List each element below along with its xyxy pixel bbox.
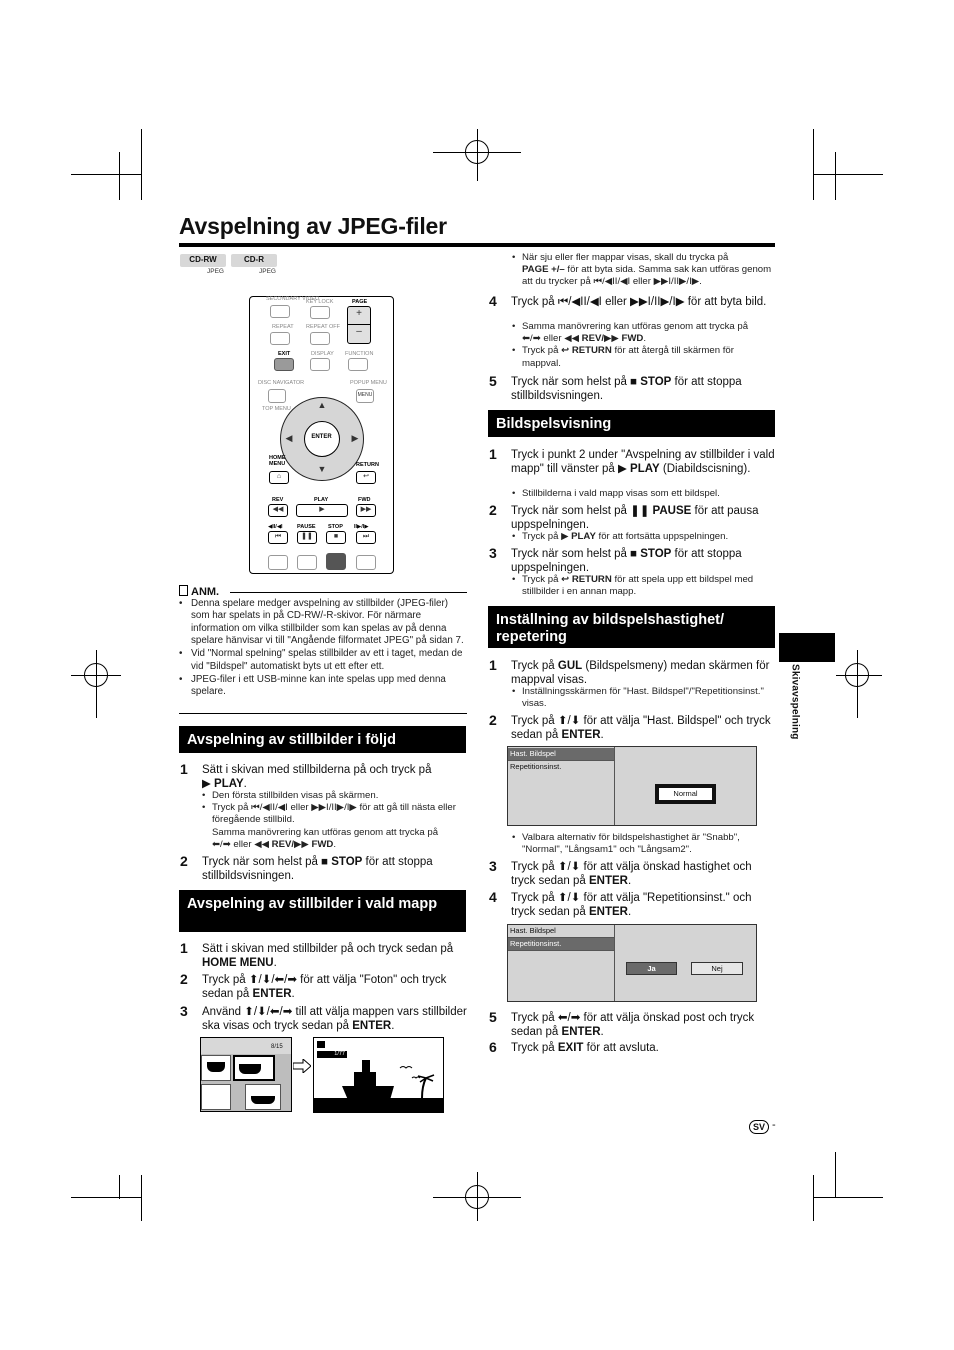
menu1-bullets — [512, 832, 774, 856]
arrow-right-icon: ▶ — [351, 433, 359, 443]
bullet: • Stillbilderna i vald mapp visas som ett bildspel. — [512, 488, 774, 500]
rev-label: REV — [272, 497, 284, 503]
pause-button — [297, 531, 317, 544]
option-no: Nej — [691, 962, 743, 975]
color-button-green — [356, 555, 376, 570]
repeat-label: REPEAT — [272, 324, 294, 330]
sec3-step-3: 3 Tryck när som helst på ■ STOP för att stoppa uppspelningen. — [489, 545, 742, 575]
display-label: DISPLAY — [311, 351, 334, 357]
note-list — [179, 598, 467, 700]
sec3-step-3-bullets — [512, 574, 774, 598]
prev-label: ◀II/◀I — [268, 524, 283, 530]
rev-button — [268, 504, 288, 517]
sec4-step-6: 6 Tryck på EXIT för att avsluta. — [489, 1039, 659, 1055]
disc-navigator-button — [268, 389, 286, 403]
page-title: Avspelning av JPEG-filer — [179, 213, 447, 239]
sec3-step-1: 1 Tryck i punkt 2 under "Avspelning av stillbilder i vald mapp" till vänster på ▶ PLAY (Diabildscisning). — [489, 446, 775, 476]
value-popup — [655, 784, 716, 804]
arrow-left-icon: ◀ — [285, 433, 293, 443]
arrow-right-icon — [293, 1059, 311, 1073]
sec2-step-2: 2 Tryck på ⬆/⬇/⬅/➡ för att välja "Foton" och tryck sedan på ENTER. — [180, 971, 447, 1001]
display-button — [310, 358, 330, 371]
pause-label: PAUSE — [297, 524, 316, 530]
note-item: • Vid "Normal spelning" spelas stillbilder av ett i taget, medan de vid "Bildspel" automatiskt byts ut ett efter ett. — [179, 648, 467, 673]
cd-rw-badge: CD-RW — [180, 254, 226, 267]
page-minus: – — [356, 326, 362, 337]
sec4-step-3: 3 Tryck på ⬆/⬇ för att välja önskad hastighet och tryck sedan på ENTER. — [489, 858, 752, 888]
home-menu-label: HOME MENU — [269, 455, 286, 467]
disc-navigator-label: DISC NAVIGATOR — [258, 380, 305, 386]
menu-row-repeat: Repetitionsinst. — [508, 938, 614, 950]
fwd-button — [356, 504, 376, 517]
color-button-red — [297, 555, 317, 570]
language-badge: SV — [749, 1120, 769, 1134]
side-tab-marker — [779, 633, 835, 662]
enter-label: ENTER — [311, 434, 332, 440]
page-plus: + — [356, 308, 362, 319]
repeat-button — [270, 332, 290, 345]
note-rule — [230, 592, 467, 593]
stop-icon: ■ — [333, 533, 339, 540]
bullet: • Tryck på ⏮/◀II/◀I eller ▶▶I/II▶/I▶ för att gå till nästa eller föregående stillbild. Samma manövrering kan utföras genom att trycka på ⬅/➡ eller ◀◀ REV/▶▶ FWD. — [202, 802, 467, 851]
secondary-video-button — [270, 305, 290, 318]
pause-icon: ❚❚ — [301, 533, 313, 540]
secondary-video-label: SECONDARY VIDEO — [266, 296, 320, 302]
sec4-step-5: 5 Tryck på ⬅/➡ för att välja önskad post och tryck sedan på ENTER. — [489, 1009, 755, 1039]
rewind-icon: ◀◀ — [272, 506, 284, 513]
arrow-up-icon: ▲ — [317, 400, 327, 410]
exit-button — [274, 358, 294, 371]
section-heading-sequential: Avspelning av stillbilder i följd — [179, 726, 466, 753]
next-label: II▶/I▶ — [354, 524, 369, 530]
skip-back-icon: ⏮ — [274, 533, 282, 540]
note-icon — [179, 585, 188, 596]
function-button — [348, 358, 368, 371]
right-top-bullets — [512, 252, 774, 289]
sec1-step-1-bullets — [202, 790, 467, 851]
bullet: • Tryck på ▶ PLAY för att fortsätta uppspelningen. — [512, 531, 774, 543]
sec2-step-5: 5 Tryck när som helst på ■ STOP för att stoppa stillbildsvisningen. — [489, 373, 742, 403]
stop-button — [326, 531, 346, 544]
sec2-step-4-bullets — [512, 321, 774, 370]
note-item: • Denna spelare medger avspelning av stillbilder (JPEG-filer) som har spelats in på CD-RW/-R-skivor. För närmare information om vilka stillbilder som kan spelas av på denna spelare hänvisar vi till "Angående filformatet JPEG" på sidan 7. — [179, 598, 467, 647]
note-heading-text: ANM. — [191, 586, 220, 598]
key-lock-button — [310, 306, 330, 319]
menu-button — [356, 389, 374, 403]
play-button — [296, 504, 348, 517]
bullet: • Valbara alternativ för bildspelshastighet är "Snabb", "Normal", "Långsam1" och "Långsam2". — [512, 832, 774, 856]
section-heading-slideshow: Bildspelsvisning — [488, 410, 775, 437]
prev-button — [268, 531, 288, 544]
page-rocker — [347, 306, 371, 344]
next-button — [356, 531, 376, 544]
note-bottom-rule — [179, 713, 467, 714]
enter-button — [304, 421, 340, 457]
return-button — [356, 471, 376, 484]
menu-label: MENU — [357, 392, 373, 398]
sec4-step-1-bullets — [512, 686, 774, 710]
sec2-step-1: 1 Sätt i skivan med stillbilder på och tryck sedan på HOME MENU. — [180, 940, 454, 970]
stop-label: STOP — [328, 524, 343, 530]
sec2-step-4: 4 Tryck på ⏮/◀II/◀I eller ▶▶I/II▶/I▶ för att byta bild. — [489, 293, 767, 309]
skip-forward-icon: ⏭ — [362, 533, 370, 540]
fast-forward-icon: ▶▶ — [360, 506, 372, 513]
sec4-step-1: 1 Tryck på GUL (Bildspelsmeny) medan skärmen för mappval visas. — [489, 657, 770, 687]
popup-menu-label: POPUP MENU — [350, 380, 387, 386]
remote-control-illustration — [249, 296, 394, 574]
sec3-step-2: 2 Tryck när som helst på ❚❚ PAUSE för att pausa uppspelningen. — [489, 502, 759, 532]
side-tab-label: Skivavspelning — [789, 664, 801, 740]
play-label: PLAY — [314, 497, 329, 503]
note-item: • JPEG-filer i ett USB-minne kan inte spelas upp med denna spelare. — [179, 674, 467, 699]
home-menu-button — [269, 471, 289, 484]
sec3-step-2-bullets — [512, 531, 774, 543]
repeat-off-button — [310, 332, 330, 345]
title-rule — [179, 243, 775, 247]
page-number-dash: - — [772, 1119, 776, 1131]
menu-row-speed: Hast. Bildspel — [508, 748, 614, 760]
fullscreen-photo-illustration — [313, 1037, 444, 1113]
arrow-down-icon: ▼ — [317, 464, 327, 474]
sec2-step-3: 3 Använd ⬆/⬇/⬅/➡ till att välja mappen vars stillbilder ska visas och tryck sedan på ENTER. — [180, 1003, 467, 1033]
bullet: • Den första stillbilden visas på skärmen. — [202, 790, 467, 802]
return-label: RETURN — [356, 462, 379, 468]
bullet: • Inställningsskärmen för "Hast. Bildspel"/"Repetitionsinst." visas. — [512, 686, 774, 710]
sec4-step-4: 4 Tryck på ⬆/⬇ för att välja "Repetitionsinst." och tryck sedan på ENTER. — [489, 889, 752, 919]
repeat-off-label: REPEAT OFF — [306, 324, 341, 330]
sec1-step-2: 2 Tryck när som helst på ■ STOP för att stoppa stillbildsvisningen. — [180, 853, 433, 883]
sec3-step-1-bullets — [512, 488, 774, 500]
key-lock-label: KEY LOCK — [306, 299, 334, 305]
fwd-label: FWD — [358, 497, 371, 503]
return-icon: ↩ — [363, 473, 369, 480]
cd-r-badge-sub: JPEG — [259, 268, 276, 275]
color-button-yellow — [326, 553, 346, 570]
cd-r-badge: CD-R — [231, 254, 277, 267]
page-label: PAGE — [352, 299, 368, 305]
menu-row-speed: Hast. Bildspel — [510, 926, 556, 935]
bullet: • När sju eller fler mappar visas, skall du trycka på PAGE +/– för att byta sida. Samma sak kan utföras genom att du trycker på ⏮/◀II/◀I eller ▶▶I/II▶/I▶. — [512, 252, 774, 289]
thumbnail-grid-illustration — [200, 1037, 292, 1112]
section-heading-slideshow-settings: Inställning av bildspelshastighet/ repetering — [488, 606, 775, 648]
exit-label: EXIT — [278, 351, 291, 357]
bullet: • Tryck på ↩ RETURN för att spela upp ett bildspel med stillbilder i en annan mapp. — [512, 574, 774, 598]
home-icon: ⌂ — [276, 473, 282, 480]
speed-menu-screenshot — [507, 746, 757, 826]
cd-rw-badge-sub: JPEG — [207, 268, 224, 275]
menu-row-repeat: Repetitionsinst. — [510, 762, 562, 771]
sec4-step-2: 2 Tryck på ⬆/⬇ för att välja "Hast. Bildspel" och tryck sedan på ENTER. — [489, 712, 771, 742]
navigation-ring — [280, 397, 364, 481]
option-yes: Ja — [626, 962, 677, 975]
section-heading-folder: Avspelning av stillbilder i vald mapp — [179, 890, 466, 932]
bullet: • Tryck på ↩ RETURN för att återgå till skärmen för mappval. — [512, 345, 774, 369]
speed-value: Normal — [659, 788, 712, 800]
play-icon: ▶ — [319, 506, 325, 513]
bullet: • Samma manövrering kan utföras genom att trycka på ⬅/➡ eller ◀◀ REV/▶▶ FWD. — [512, 321, 774, 345]
function-label: FUNCTION — [345, 351, 374, 357]
sec1-step-1: 1 Sätt i skivan med stillbilderna på och tryck på ▶ PLAY. — [180, 761, 432, 791]
top-menu-label: TOP MENU — [262, 406, 291, 412]
repeat-menu-screenshot — [507, 924, 757, 1002]
thumbnail-counter: 8/15 — [271, 1044, 283, 1050]
color-button-blue — [268, 555, 288, 570]
photo-counter: 1/77 — [317, 1051, 347, 1058]
